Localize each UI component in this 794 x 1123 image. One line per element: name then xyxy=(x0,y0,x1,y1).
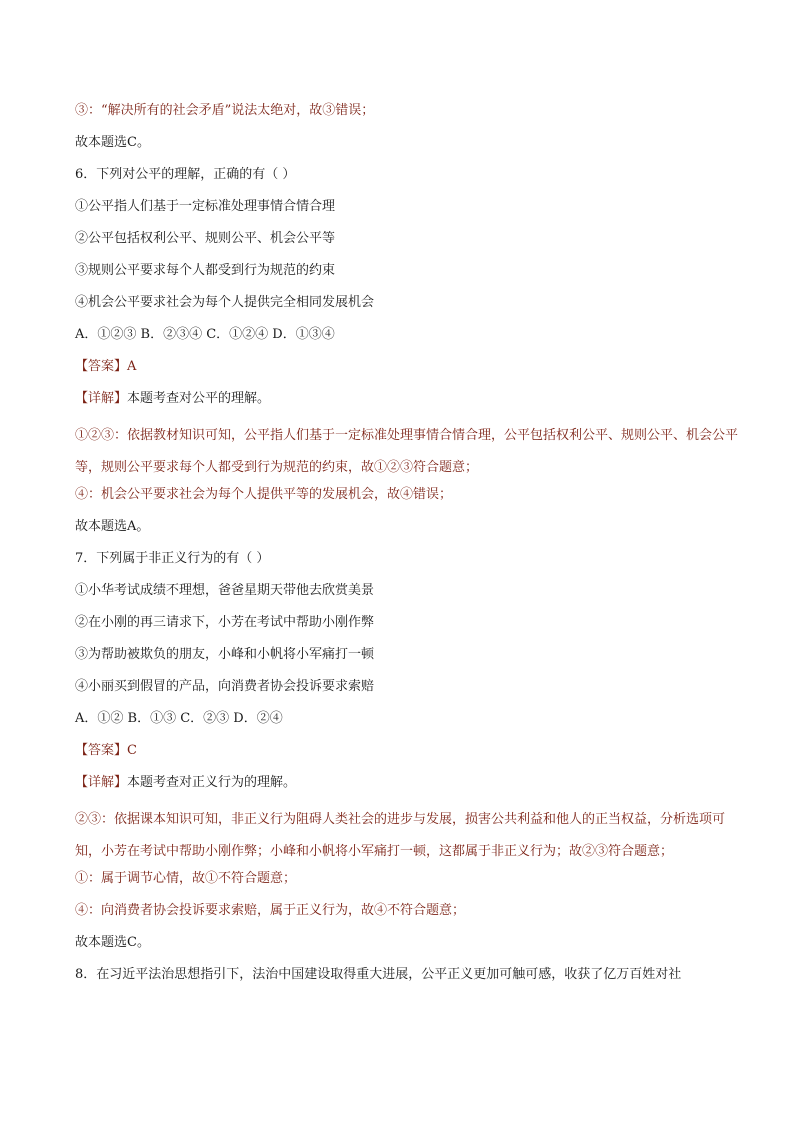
question-7-option-4: ④小丽买到假冒的产品，向消费者协会投诉要求索赔 xyxy=(75,679,375,694)
question-7-choices: A．①② B．①③ C．②③ D．②④ xyxy=(75,711,283,726)
question-6-option-3: ③规则公平要求每个人都受到行为规范的约束 xyxy=(75,263,336,278)
answer-tag: 【答案】 xyxy=(75,359,128,374)
question-7-option-2: ②在小刚的再三请求下，小芳在考试中帮助小刚作弊 xyxy=(75,615,375,630)
question-6-conclusion: 故本题选A。 xyxy=(75,519,150,534)
question-6-option-1: ①公平指人们基于一定标准处理事情合情合理 xyxy=(75,199,336,214)
question-7-option-1: ①小华考试成绩不理想，爸爸星期天带他去欣赏美景 xyxy=(75,583,375,598)
question-6-explanation-2: ④：机会公平要求社会为每个人提供平等的发展机会，故④错误； xyxy=(75,487,453,502)
question-6-stem: 6．下列对公平的理解，正确的有（ ） xyxy=(75,167,296,182)
question-7-explanation-2: ①：属于调节心情，故①不符合题意； xyxy=(75,871,297,886)
question-6-option-2: ②公平包括权利公平、规则公平、机会公平等 xyxy=(75,231,336,246)
question-7-option-3: ③为帮助被欺负的朋友，小峰和小帆将小军痛打一顿 xyxy=(75,647,375,662)
question-7-stem: 7．下列属于非正义行为的有（ ） xyxy=(75,551,270,566)
answer-value: C xyxy=(127,743,137,758)
detail-text: 本题考查对公平的理解。 xyxy=(127,391,271,406)
question-6-answer xyxy=(75,356,745,378)
question-6-option-4: ④机会公平要求社会为每个人提供完全相同发展机会 xyxy=(75,295,375,310)
answer-value: A xyxy=(127,359,137,374)
detail-tag: 【详解】 xyxy=(75,775,128,790)
question-6-choices: A．①②③ B．②③④ C．①②④ D．①③④ xyxy=(75,327,335,342)
question-7-answer xyxy=(75,740,745,762)
detail-tag: 【详解】 xyxy=(75,391,128,406)
question-6-detail xyxy=(75,388,745,410)
question-7-detail xyxy=(75,772,745,794)
document-page xyxy=(75,100,745,996)
conclusion-line: 故本题选C。 xyxy=(75,135,150,150)
explanation-line: ③：“解决所有的社会矛盾”说法太绝对，故③错误； xyxy=(75,103,375,118)
detail-text: 本题考查对正义行为的理解。 xyxy=(127,775,297,790)
question-8-stem: 8．在习近平法治思想指引下，法治中国建设取得重大进展，公平正义更加可触可感，收获了亿万百姓对社 xyxy=(75,967,682,982)
question-7-explanation-3: ④：向消费者协会投诉要求索赔，属于正义行为，故④不符合题意； xyxy=(75,903,466,918)
answer-tag: 【答案】 xyxy=(75,743,128,758)
question-6-explanation-1: ①②③：依据教材知识可知，公平指人们基于一定标准处理事情合情合理，公平包括权利公平、规则公平、机会公平等，规则公平要求每个人都受到行为规范的约束，故①②③符合题意； xyxy=(75,428,739,475)
question-7-conclusion: 故本题选C。 xyxy=(75,935,150,950)
question-7-explanation-1: ②③：依据课本知识可知，非正义行为阻碍人类社会的进步与发展，损害公共利益和他人的正当权益，分析选项可知，小芳在考试中帮助小刚作弊；小峰和小帆将小军痛打一顿，这都属于非正义行为；故②③符合题意； xyxy=(75,812,726,859)
